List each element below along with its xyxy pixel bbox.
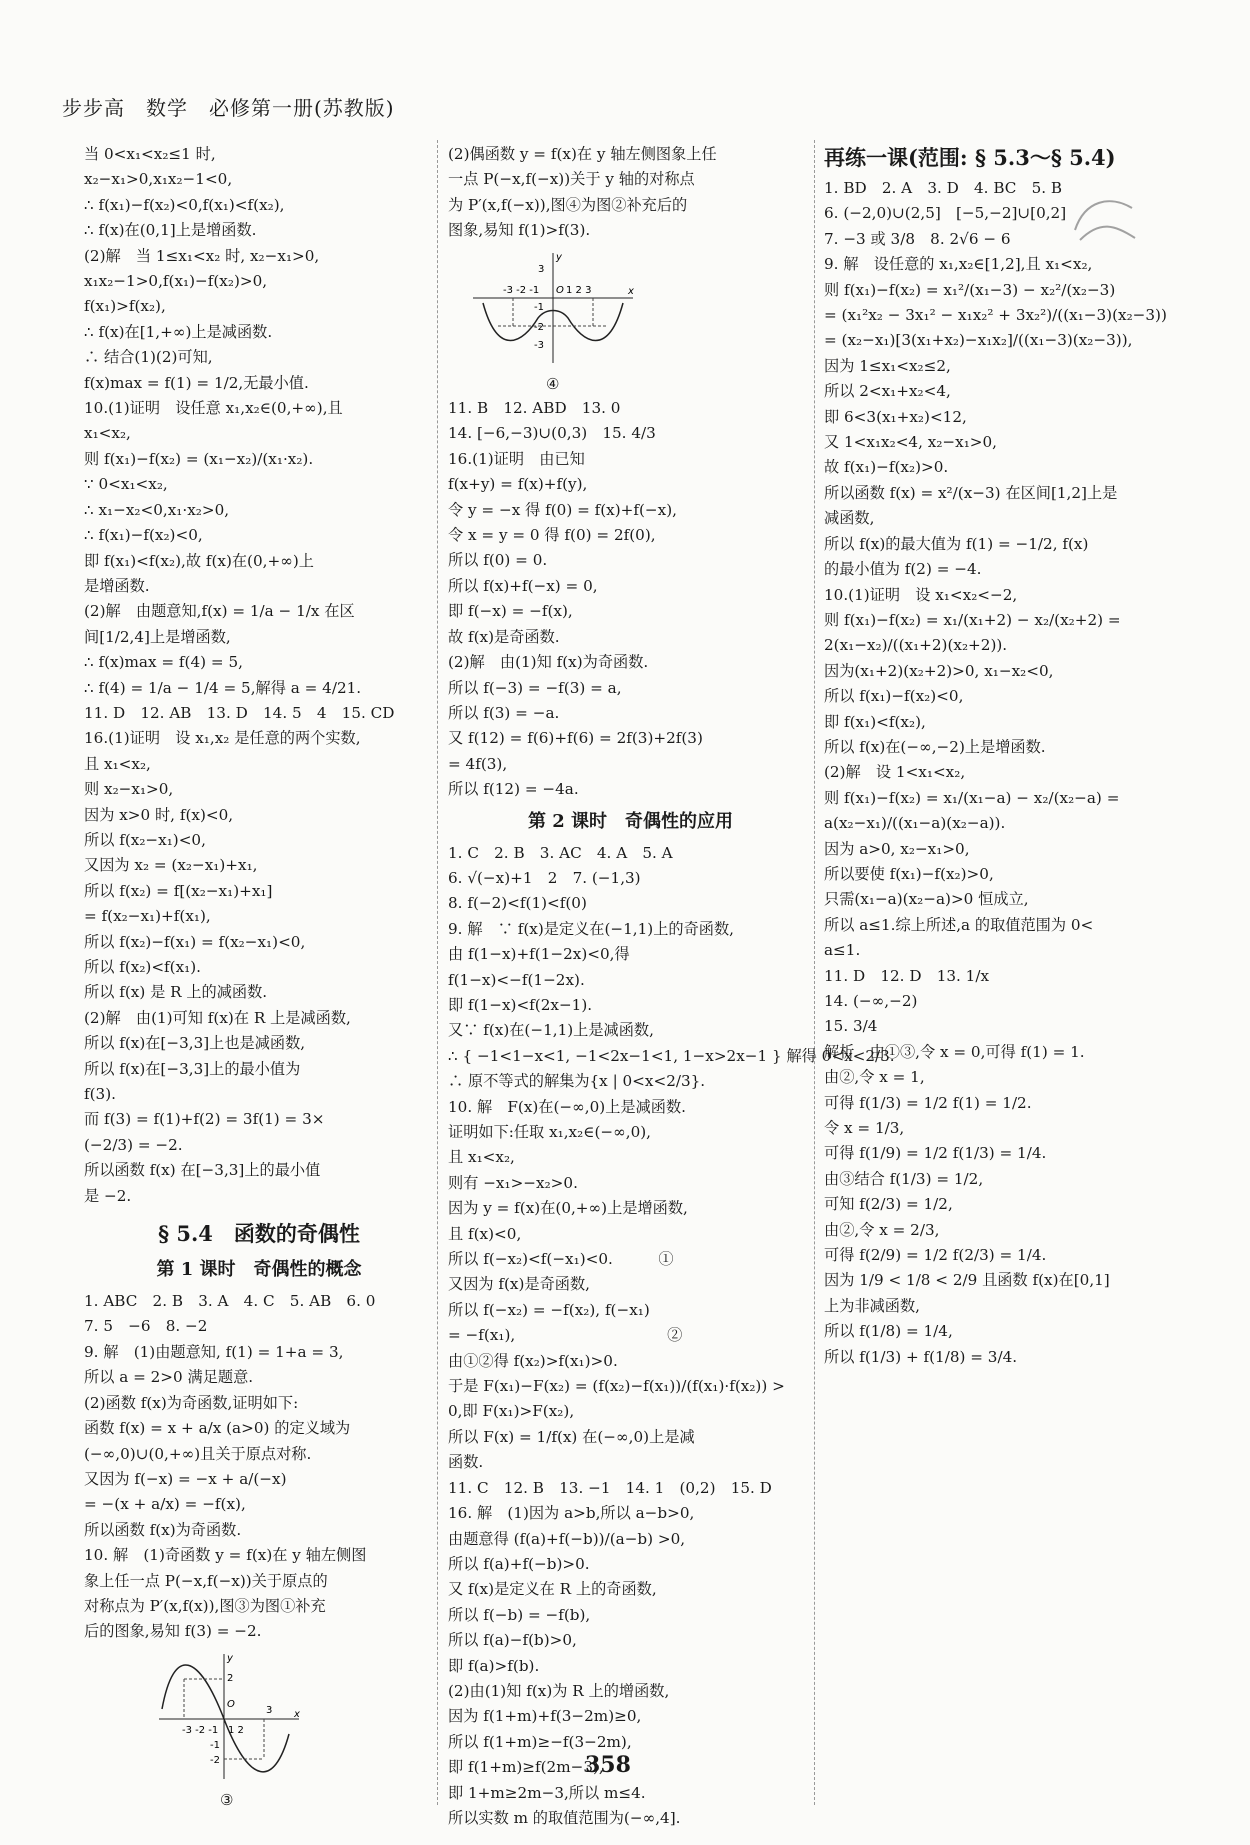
svg-text:3: 3 [266,1704,273,1716]
text-line: 即 6<3(x₁+x₂)<12, [824,407,967,426]
text-line: 且 x₁<x₂, [84,754,151,773]
text-line: 所以函数 f(x)为奇函数. [84,1520,242,1539]
text-line: 所以 f(x₂−x₁)<0, [84,830,206,849]
text-line: 是 −2. [84,1186,132,1205]
text-line: 令 x = 1/3, [824,1119,905,1138]
text-line: 又 f(12) = f(6)+f(6) = 2f(3)+2f(3) [448,729,703,748]
text-line: 1. BD 2. A 3. D 4. BC 5. B [824,179,1063,197]
text-line: 故 f(x₁)−f(x₂)>0. [824,458,949,477]
text-line: 可得 f(1/3) = 1/2 f(1) = 1/2. [824,1093,1032,1112]
section-title: § 5.4 函数的奇偶性 [158,1221,360,1247]
text-line: 所以 f(x₂) = f[(x₂−x₁)+x₁] [84,881,273,900]
text-line: 7. −3 或 3/8 8. 2√6 − 6 [824,229,1011,248]
text-line: 所以 F(x) = 1/f(x) 在(−∞,0)上是减 [448,1427,695,1446]
text-line: 16. 解 (1)因为 a>b,所以 a−b>0, [448,1504,695,1523]
graph-even-function [468,248,638,368]
text-line: 6. √(−x)+1 2 7. (−1,3) [448,868,641,887]
text-line: 1. ABC 2. B 3. A 4. C 5. AB 6. 0 [84,1292,376,1311]
text-line: (−2/3) = −2. [84,1135,183,1154]
text-line: 减函数, [824,509,875,528]
figure-label: ③ [220,1791,234,1810]
text-line: 7. 5 −6 8. −2 [84,1317,208,1336]
text-line: ∴ x₁−x₂<0,x₁·x₂>0, [84,500,230,519]
text-line: 16.(1)证明 设 x₁,x₂ 是任意的两个实数, [84,729,361,748]
text-line: 所以 f(x)+f(−x) = 0, [448,576,598,595]
text-line: 上为非减函数, [824,1296,920,1315]
text-line: = (x₂−x₁)[3(x₁+x₂)−x₁x₂]/((x₁−3)(x₂−3)), [824,331,1133,350]
text-line: (2)解 设 1<x₁<x₂, [824,763,966,782]
answer-block [824,176,1189,1370]
text-line: 由题意得 (f(a)+f(−b))/(a−b) >0, [448,1529,686,1548]
svg-text:-2: -2 [534,321,544,333]
text-line: f(1−x)<−f(1−2x). [448,970,585,989]
text-line: = f(x₂−x₁)+f(x₁), [84,907,211,926]
text-line: 11. D 12. D 13. 1/x [824,966,990,985]
svg-text:-2: -2 [210,1754,220,1766]
page-header: 步步高 数学 必修第一册(苏教版) [62,96,395,120]
graph-odd-function [154,1649,304,1784]
text-line: 即 f(x₁)<f(x₂), [824,712,926,731]
text-line: 所以 2<x₁+x₂<4, [824,382,951,401]
text-line: 0,即 F(x₁)>F(x₂), [448,1402,575,1421]
text-line: 而 f(3) = f(1)+f(2) = 3f(1) = 3× [84,1110,325,1129]
text-line: 即 f(1−x)<f(2x−1). [448,995,593,1014]
page-number: 358 [585,1752,631,1778]
text-line: f(3). [84,1085,116,1104]
text-line: 为 P′(x,f(−x)),图④为图②补充后的 [448,195,688,214]
text-line: 因为 y = f(x)在(0,+∞)上是增函数, [448,1199,688,1218]
review-title: 再练一课(范围: § 5.3～§ 5.4) [824,145,1116,170]
text-line: 则有 −x₁>−x₂>0. [448,1173,578,1192]
text-line: = 4f(3), [448,754,508,773]
text-line: 所以 f(x)在(−∞,−2)上是增函数. [824,737,1046,756]
svg-text:-3 -2 -1: -3 -2 -1 [182,1724,219,1736]
text-line: 所以 f(x)在[−3,3]上也是减函数, [84,1034,306,1053]
text-line: 由②,令 x = 2/3, [824,1220,940,1239]
text-line: 由②,令 x = 1, [824,1068,925,1087]
text-line: (2)偶函数 y = f(x)在 y 轴左侧图象上任 [448,145,717,163]
text-line: (−∞,0)∪(0,+∞)且关于原点对称. [84,1444,312,1463]
text-line: 15. 3/4 [824,1017,878,1036]
answer-block [84,142,434,1209]
text-line: 所以 f(1/3) + f(1/8) = 3/4. [824,1347,1018,1366]
text-line: x₁x₂−1>0,f(x₁)−f(x₂)>0, [84,272,268,291]
figure-4 [468,248,813,392]
text-line: 函数 f(x) = x + a/x (a>0) 的定义域为 [84,1419,351,1438]
text-line: 象上任一点 P(−x,f(−x))关于原点的 [84,1571,328,1590]
text-line: 所以 f(−3) = −f(3) = a, [448,678,622,697]
text-line: 因为 a>0, x₂−x₁>0, [824,839,970,858]
text-line: (2)函数 f(x)为奇函数,证明如下: [84,1393,299,1412]
text-line: 所以 f(−x₂) = −f(x₂), f(−x₁) [448,1300,650,1319]
text-line: 2(x₁−x₂)/((x₁+2)(x₂+2)). [824,636,1008,655]
svg-text:-1: -1 [210,1739,220,1751]
text-line: 所以 f(1+m)≥−f(3−2m), [448,1732,632,1751]
svg-text:y: y [556,251,562,263]
text-line: 9. 解 (1)由题意知, f(1) = 1+a = 3, [84,1342,344,1361]
text-line: 且 f(x)<0, [448,1224,522,1243]
text-line: 因为 1/9 < 1/8 < 2/9 且函数 f(x)在[0,1] [824,1271,1110,1290]
text-line: f(x₁)>f(x₂), [84,297,166,316]
svg-text:O: O [227,1698,235,1710]
text-line: 所以 f(12) = −4a. [448,780,579,799]
text-line: 当 0<x₁<x₂≤1 时, [84,145,216,163]
text-line: 则 f(x₁)−f(x₂) = (x₁−x₂)/(x₁·x₂). [84,449,314,468]
text-line: 9. 解 ∵ f(x)是定义在(−1,1)上的奇函数, [448,919,734,938]
text-line: 16.(1)证明 由已知 [448,449,585,468]
text-line: 因为(x₁+2)(x₂+2)>0, x₁−x₂<0, [824,661,1054,680]
text-line: 又 1<x₁x₂<4, x₂−x₁>0, [824,433,998,452]
text-line: 可得 f(2/9) = 1/2 f(2/3) = 1/4. [824,1246,1047,1265]
text-line: 函数. [448,1453,484,1472]
text-line: 又因为 x₂ = (x₂−x₁)+x₁, [84,856,258,875]
text-line: 则 f(x₁)−f(x₂) = x₁/(x₁+2) − x₂/(x₂+2) = [824,610,1121,629]
text-line: 所以 f(x₂)<f(x₁). [84,958,202,976]
text-line: 又 f(x)是定义在 R 上的奇函数, [448,1580,657,1599]
svg-text:x: x [628,285,634,297]
text-line: 所以 f(x₂)−f(x₁) = f(x₂−x₁)<0, [84,932,306,951]
text-line: 6. (−2,0)∪(2,5] [−5,−2]∪[0,2] [824,204,1067,223]
text-line: 是增函数. [84,576,150,595]
text-line: ∵ 0<x₁<x₂, [84,475,168,494]
text-line: (2)解 由(1)可知 f(x)在 R 上是减函数, [84,1008,351,1027]
text-line: 10. 解 F(x)在(−∞,0)上是减函数. [448,1097,686,1116]
text-line: 对称点为 P′(x,f(x)),图③为图①补充 [84,1596,326,1615]
lesson-title: 第 2 课时 奇偶性的应用 [527,810,734,832]
lesson-title: 第 1 课时 奇偶性的概念 [156,1259,362,1281]
text-line: ∴ { −1<1−x<1, −1<2x−1<1, 1−x>2x−1 } 解得 0<x<2/3. [448,1046,895,1065]
text-line: 则 f(x₁)−f(x₂) = x₁²/(x₁−3) − x₂²/(x₂−3) [824,280,1116,299]
answer-block [84,1289,434,1645]
text-line: 间[1/2,4]上是增函数, [84,627,231,646]
text-line: 令 x = y = 0 得 f(0) = 2f(0), [448,526,656,545]
text-line: 所以 a = 2>0 满足题意. [84,1368,254,1387]
text-line: 所以 f(−x₂)<f(−x₁)<0. ① [448,1250,674,1269]
figure-3 [154,1649,434,1808]
text-line: 所以 f(x₁)−f(x₂)<0, [824,687,964,706]
text-line: 且 x₁<x₂, [448,1148,515,1167]
svg-text:2: 2 [227,1672,234,1684]
text-line: 所以 f(x)在[−3,3]上的最小值为 [84,1059,301,1078]
text-line: 所以要使 f(x₁)−f(x₂)>0, [824,864,994,883]
text-line: 的最小值为 f(2) = −4. [824,560,982,579]
text-line: 所以函数 f(x) 在[−3,3]上的最小值 [84,1161,321,1180]
text-line: ∴ f(4) = 1/a − 1/4 = 5,解得 a = 4/21. [84,678,362,697]
text-line: ∴ f(x₁)−f(x₂)<0, [84,526,203,545]
text-line: 所以 f(1/8) = 1/4, [824,1322,953,1341]
text-line: 所以 a≤1.综上所述,a 的取值范围为 0< [824,915,1094,934]
svg-text:-1: -1 [534,301,544,313]
text-line: 可得 f(1/9) = 1/2 f(1/3) = 1/4. [824,1144,1047,1163]
text-line: 所以 f(a)−f(b)>0, [448,1631,577,1650]
text-line: (2)由(1)知 f(x)为 R 上的增函数, [448,1681,670,1700]
text-line: (2)解 当 1≤x₁<x₂ 时, x₂−x₁>0, [84,246,320,265]
text-line: 故 f(x)是奇函数. [448,627,560,646]
text-line: 图象,易知 f(1)>f(3). [448,221,591,240]
text-line: ∴ 结合(1)(2)可知, [84,348,213,367]
text-line: 1. C 2. B 3. AC 4. A 5. A [448,843,673,862]
text-line: 只需(x₁−a)(x₂−a)>0 恒成立, [824,890,1029,909]
text-line: 所以 f(0) = 0. [448,551,548,570]
column-3 [824,142,1189,1370]
text-line: 由①②得 f(x₂)>f(x₁)>0. [448,1351,618,1370]
text-line: 证明如下:任取 x₁,x₂∈(−∞,0), [448,1123,651,1141]
text-line: ∴ f(x)在(0,1]上是增函数. [84,221,257,240]
text-line: 一点 P(−x,f(−x))关于 y 轴的对称点 [448,170,695,189]
text-line: 所以函数 f(x) = x²/(x−3) 在区间[1,2]上是 [824,483,1118,502]
text-line: 可知 f(2/3) = 1/2, [824,1195,953,1214]
svg-text:1 2 3: 1 2 3 [566,284,592,296]
text-line: = −f(x₁), ② [448,1326,683,1345]
text-line: f(x+y) = f(x)+f(y), [448,475,588,494]
text-line: 即 1+m≥2m−3,所以 m≤4. [448,1783,646,1802]
text-line: 11. B 12. ABD 13. 0 [448,399,621,418]
text-line: 令 y = −x 得 f(0) = f(x)+f(−x), [448,500,677,519]
text-line: ∴ 原不等式的解集为{x | 0<x<2/3}. [448,1072,706,1091]
svg-text:y: y [227,1652,233,1664]
text-line: (2)解 由题意知,f(x) = 1/a − 1/x 在区 [84,602,355,621]
column-1 [84,142,434,1812]
text-line: 14. (−∞,−2) [824,992,918,1010]
svg-text:3: 3 [538,263,545,275]
text-line: 11. C 12. B 13. −1 14. 1 (0,2) 15. D [448,1478,772,1497]
text-line: 所以 f(x)的最大值为 f(1) = −1/2, f(x) [824,534,1089,553]
text-line: ∴ f(x)max = f(4) = 5, [84,653,243,672]
text-line: 则 x₂−x₁>0, [84,780,174,799]
column-divider [814,140,815,1805]
text-line: 于是 F(x₁)−F(x₂) = (f(x₂)−f(x₁))/(f(x₁)·f(x₂)) > [448,1377,785,1396]
text-line: = −(x + a/x) = −f(x), [84,1495,246,1514]
column-divider [437,140,438,1805]
text-line: 11. D 12. AB 13. D 14. 5 4 15. CD [84,703,395,722]
text-line: 即 f(a)>f(b). [448,1656,540,1675]
figure-label: ④ [546,375,560,394]
text-line: ∴ f(x₁)−f(x₂)<0,f(x₁)<f(x₂), [84,195,285,214]
text-line: (2)解 由(1)知 f(x)为奇函数. [448,653,649,672]
text-line: 由③结合 f(1/3) = 1/2, [824,1169,984,1188]
svg-text:1 2: 1 2 [228,1724,244,1736]
text-line: 即 f(−x) = −f(x), [448,602,573,621]
ink-stamp [1070,190,1140,254]
text-line: 因为 1≤x₁<x₂≤2, [824,356,951,375]
answer-block [448,142,813,244]
text-line: 因为 x>0 时, f(x)<0, [84,805,234,824]
svg-text:-3 -2 -1: -3 -2 -1 [503,284,540,296]
text-line: 因为 f(1+m)+f(3−2m)≥0, [448,1707,642,1726]
text-line: 所以 f(−b) = −f(b), [448,1605,591,1624]
text-line: 14. [−6,−3)∪(0,3) 15. 4/3 [448,424,656,443]
text-line: 10.(1)证明 设任意 x₁,x₂∈(0,+∞),且 [84,399,343,418]
text-line: 又∵ f(x)在(−1,1)上是减函数, [448,1021,654,1040]
svg-text:-3: -3 [534,339,544,351]
text-line: ∴ f(x)在[1,+∞)上是减函数. [84,322,273,341]
text-line: 后的图象,易知 f(3) = −2. [84,1622,262,1641]
text-line: = (x₁²x₂ − 3x₁² − x₁x₂² + 3x₂²)/((x₁−3)(x₂−3)) [824,306,1167,325]
text-line: a(x₂−x₁)/((x₁−a)(x₂−a)). [824,814,1006,833]
text-line: f(x)max = f(1) = 1/2,无最小值. [84,373,309,392]
answer-block [448,396,813,803]
svg-text:O: O [556,284,564,296]
svg-text:x: x [294,1708,300,1720]
text-line: 所以 f(3) = −a. [448,703,560,722]
text-line: 即 f(1+m)≥f(2m−3), [448,1758,604,1777]
text-line: 所以 f(a)+f(−b)>0. [448,1554,590,1573]
text-line: 10.(1)证明 设 x₁<x₂<−2, [824,585,1018,604]
text-line: x₂−x₁>0,x₁x₂−1<0, [84,170,233,189]
text-line: 则 f(x₁)−f(x₂) = x₁/(x₁−a) − x₂/(x₂−a) = [824,788,1120,807]
text-line: a≤1. [824,941,861,960]
text-line: 9. 解 设任意的 x₁,x₂∈[1,2],且 x₁<x₂, [824,255,1093,274]
text-line: 即 f(x₁)<f(x₂),故 f(x)在(0,+∞)上 [84,551,314,570]
text-line: 又因为 f(−x) = −x + a/(−x) [84,1469,287,1488]
text-line: 所以实数 m 的取值范围为(−∞,4]. [448,1808,681,1827]
text-line: 10. 解 (1)奇函数 y = f(x)在 y 轴左侧图 [84,1546,367,1565]
text-line: 所以 f(x) 是 R 上的减函数. [84,983,268,1002]
text-line: 又因为 f(x)是奇函数, [448,1275,591,1294]
text-line: 由 f(1−x)+f(1−2x)<0,得 [448,945,630,964]
text-line: 8. f(−2)<f(1)<f(0) [448,894,587,913]
text-line: 解析 由①③,令 x = 0,可得 f(1) = 1. [824,1042,1085,1061]
text-line: x₁<x₂, [84,424,131,443]
